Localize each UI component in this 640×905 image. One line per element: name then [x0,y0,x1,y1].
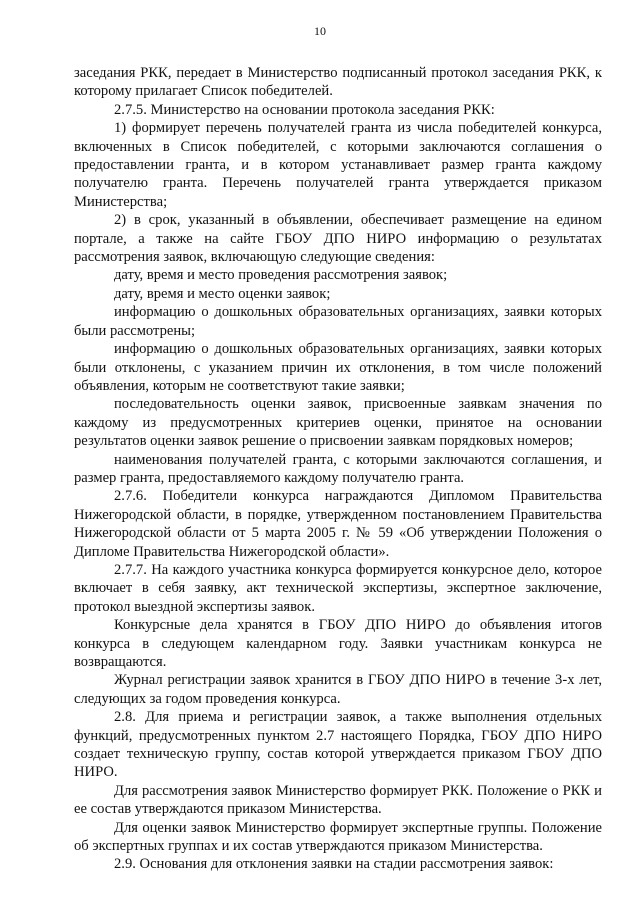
paragraph: 2.8. Для приема и регистрации заявок, а также выполнения отдельных функций, предусмотренных пунктом 2.7 настоящего Порядка, ГБОУ ДПО НИРО создает техническую группу, состав которой утверждается приказом ГБОУ ДПО НИРО. [74,709,602,781]
paragraph: Журнал регистрации заявок хранится в ГБОУ ДПО НИРО в течение 3-х лет, следующих за годом проведения конкурса. [74,672,602,707]
paragraph: Конкурсные дела хранятся в ГБОУ ДПО НИРО до объявления итогов конкурса в следующем календарном году. Заявки участникам конкурса не возвращаются. [74,617,602,670]
paragraph: 2.7.7. На каждого участника конкурса формируется конкурсное дело, которое включает в себя заявку, акт технической экспертизы, экспертное заключение, протокол выездной экспертизы заявок. [74,561,602,615]
paragraph: дату, время и место проведения рассмотрения заявок; [114,267,448,284]
paragraph: Для рассмотрения заявок Министерство формирует РКК. Положение о РКК и ее состав утверждаются приказом Министерства. [74,782,602,818]
paragraph: последовательность оценки заявок, присвоенные заявкам значения по каждому из предусмотренных критериев оценки, принятое на основании результатов оценки заявок решение о присвоении заявкам порядковых номеров; [74,396,602,450]
paragraph: 1) формирует перечень получателей гранта из числа победителей конкурса, включенных в Список победителей, с которыми заключаются соглашения о предоставлении гранта, и в котором устанавливает размер гранта каждому получателю гранта. Перечень получателей гранта утверждается приказом Министерства; [74,120,602,210]
page-number: 10 [314,24,326,38]
paragraph: Для оценки заявок Министерство формирует экспертные группы. Положение об экспертных группах и их состав утверждаются приказом Министерства. [74,819,602,855]
paragraph: 2.7.5. Министерство на основании протокола заседания РКК: [114,101,495,118]
paragraph: заседания РКК, передает в Министерство подписанный протокол заседания РКК, к которому прилагает Список победителей. [74,65,602,100]
paragraph: 2.9. Основания для отклонения заявки на стадии рассмотрения заявок: [114,856,554,873]
paragraph: наименования получателей гранта, с которыми заключаются соглашения, и размер гранта, предоставляемого каждому получателю гранта. [74,451,602,486]
paragraph: дату, время и место оценки заявок; [114,285,331,302]
paragraph: информацию о дошкольных образовательных организациях, заявки которых были отклонены, с указанием причин их отклонения, в том числе положений объявления, которым не соответствуют такие заявки; [74,341,602,394]
paragraph: 2) в срок, указанный в объявлении, обеспечивает размещение на едином портале, а также на сайте ГБОУ ДПО НИРО информацию о результатах рассмотрения заявок, включающую следующие сведения: [74,212,602,266]
document-body [74,64,602,874]
paragraph: 2.7.6. Победители конкурса награждаются Дипломом Правительства Нижегородской области, в порядке, утвержденном постановлением Правительства Нижегородской области от 5 марта 2005 г. № 59 «Об утверждении Положения о Дипломе Правительства Нижегородской области». [74,488,602,560]
paragraph: информацию о дошкольных образовательных организациях, заявки которых были рассмотрены; [74,304,602,339]
